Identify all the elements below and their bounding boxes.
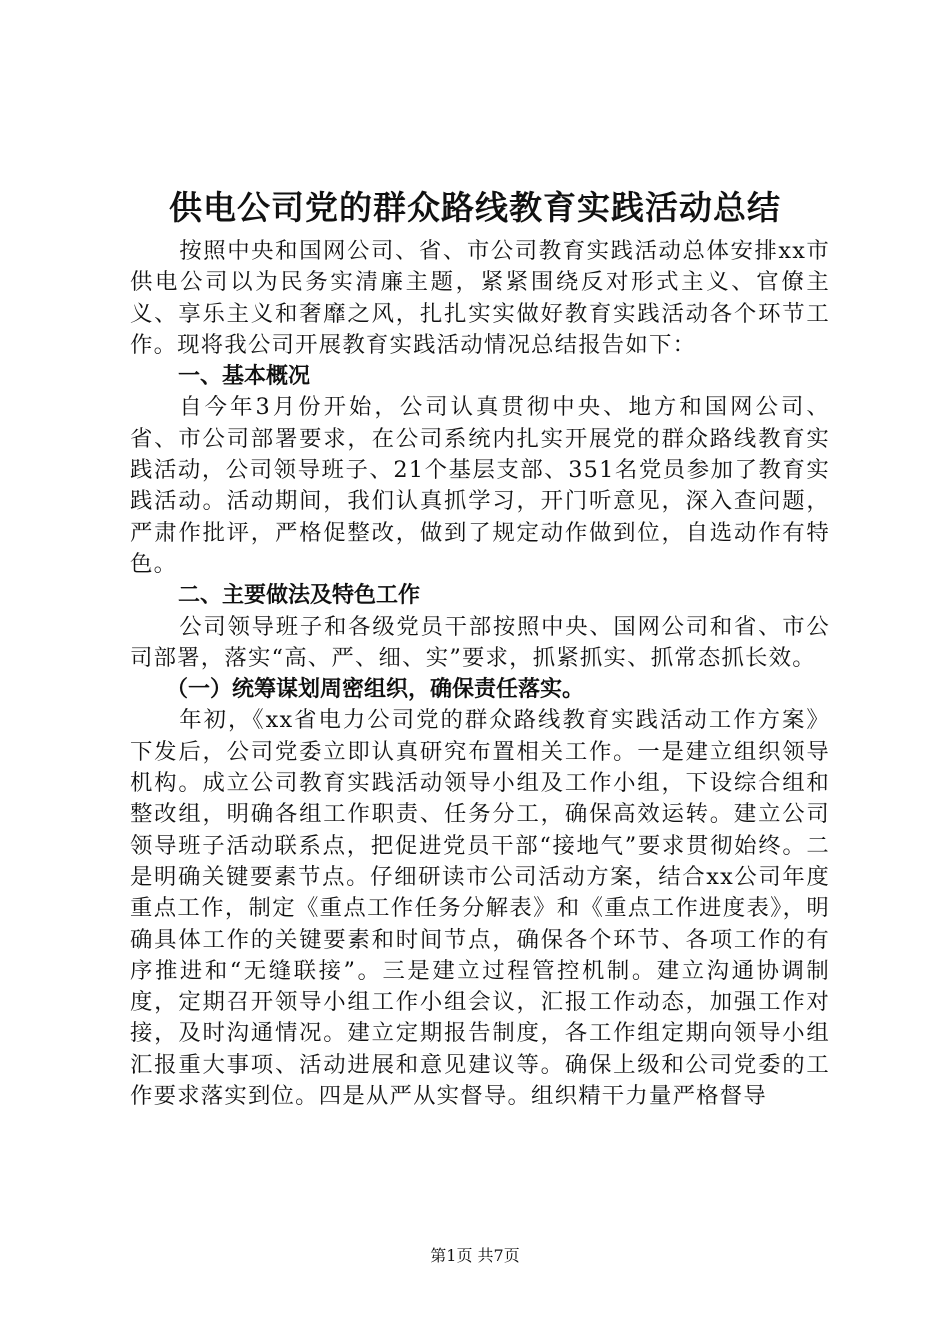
document-title: 供电公司党的群众路线教育实践活动总结	[169, 188, 781, 227]
document-body	[130, 236, 830, 1112]
subsection-1-heading: （一）统筹谋划周密组织，确保责任落实。	[166, 677, 585, 703]
page-footer: 第1页 共7页	[430, 1246, 520, 1265]
section-2-heading: 二、主要做法及特色工作	[178, 583, 421, 609]
section-1-heading: 一、基本概况	[178, 364, 311, 390]
section-2-paragraph: 公司领导班子和各级党员干部按照中央、国网公司和省、市公司部署，落实“高、严、细、实”要求，抓紧抓实、抓常态抓长效。	[130, 613, 830, 671]
intro-paragraph: 按照中央和国网公司、省、市公司教育实践活动总体安排xx市供电公司以为民务实清廉主题，紧紧围绕反对形式主义、官僚主义、享乐主义和奢靡之风，扎扎实实做好教育实践活动各个环节工作。现将我公司开展教育实践活动情况总结报告如下：	[130, 238, 830, 358]
subsection-1-paragraph: 年初，《xx省电力公司党的群众路线教育实践活动工作方案》下发后，公司党委立即认真研究布置相关工作。一是建立组织领导机构。成立公司教育实践活动领导小组及工作小组，下设综合组和整改组，明确各组工作职责、任务分工，确保高效运转。建立公司领导班子活动联系点，把促进党员干部“接地气”要求贯彻始终。二是明确关键要素节点。仔细研读市公司活动方案，结合xx公司年度重点工作，制定《重点工作任务分解表》和《重点工作进度表》，明确具体工作的关键要素和时间节点，确保各个环节、各项工作的有序推进和“无缝联接”。三是建立过程管控机制。建立沟通协调制度，定期召开领导小组工作小组会议，汇报工作动态，加强工作对接，及时沟通情况。建立定期报告制度，各工作组定期向领导小组汇报重大事项、活动进展和意见建议等。确保上级和公司党委的工作要求落实到位。四是从严从实督导。组织精干力量严格督导	[130, 707, 830, 1110]
section-1-paragraph: 自今年3月份开始，公司认真贯彻中央、地方和国网公司、省、市公司部署要求，在公司系统内扎实开展党的群众路线教育实践活动，公司领导班子、21个基层支部、351名党员参加了教育实践活动。活动期间，我们认真抓学习，开门听意见，深入查问题，严肃作批评，严格促整改，做到了规定动作做到位，自选动作有特色。	[130, 394, 830, 577]
